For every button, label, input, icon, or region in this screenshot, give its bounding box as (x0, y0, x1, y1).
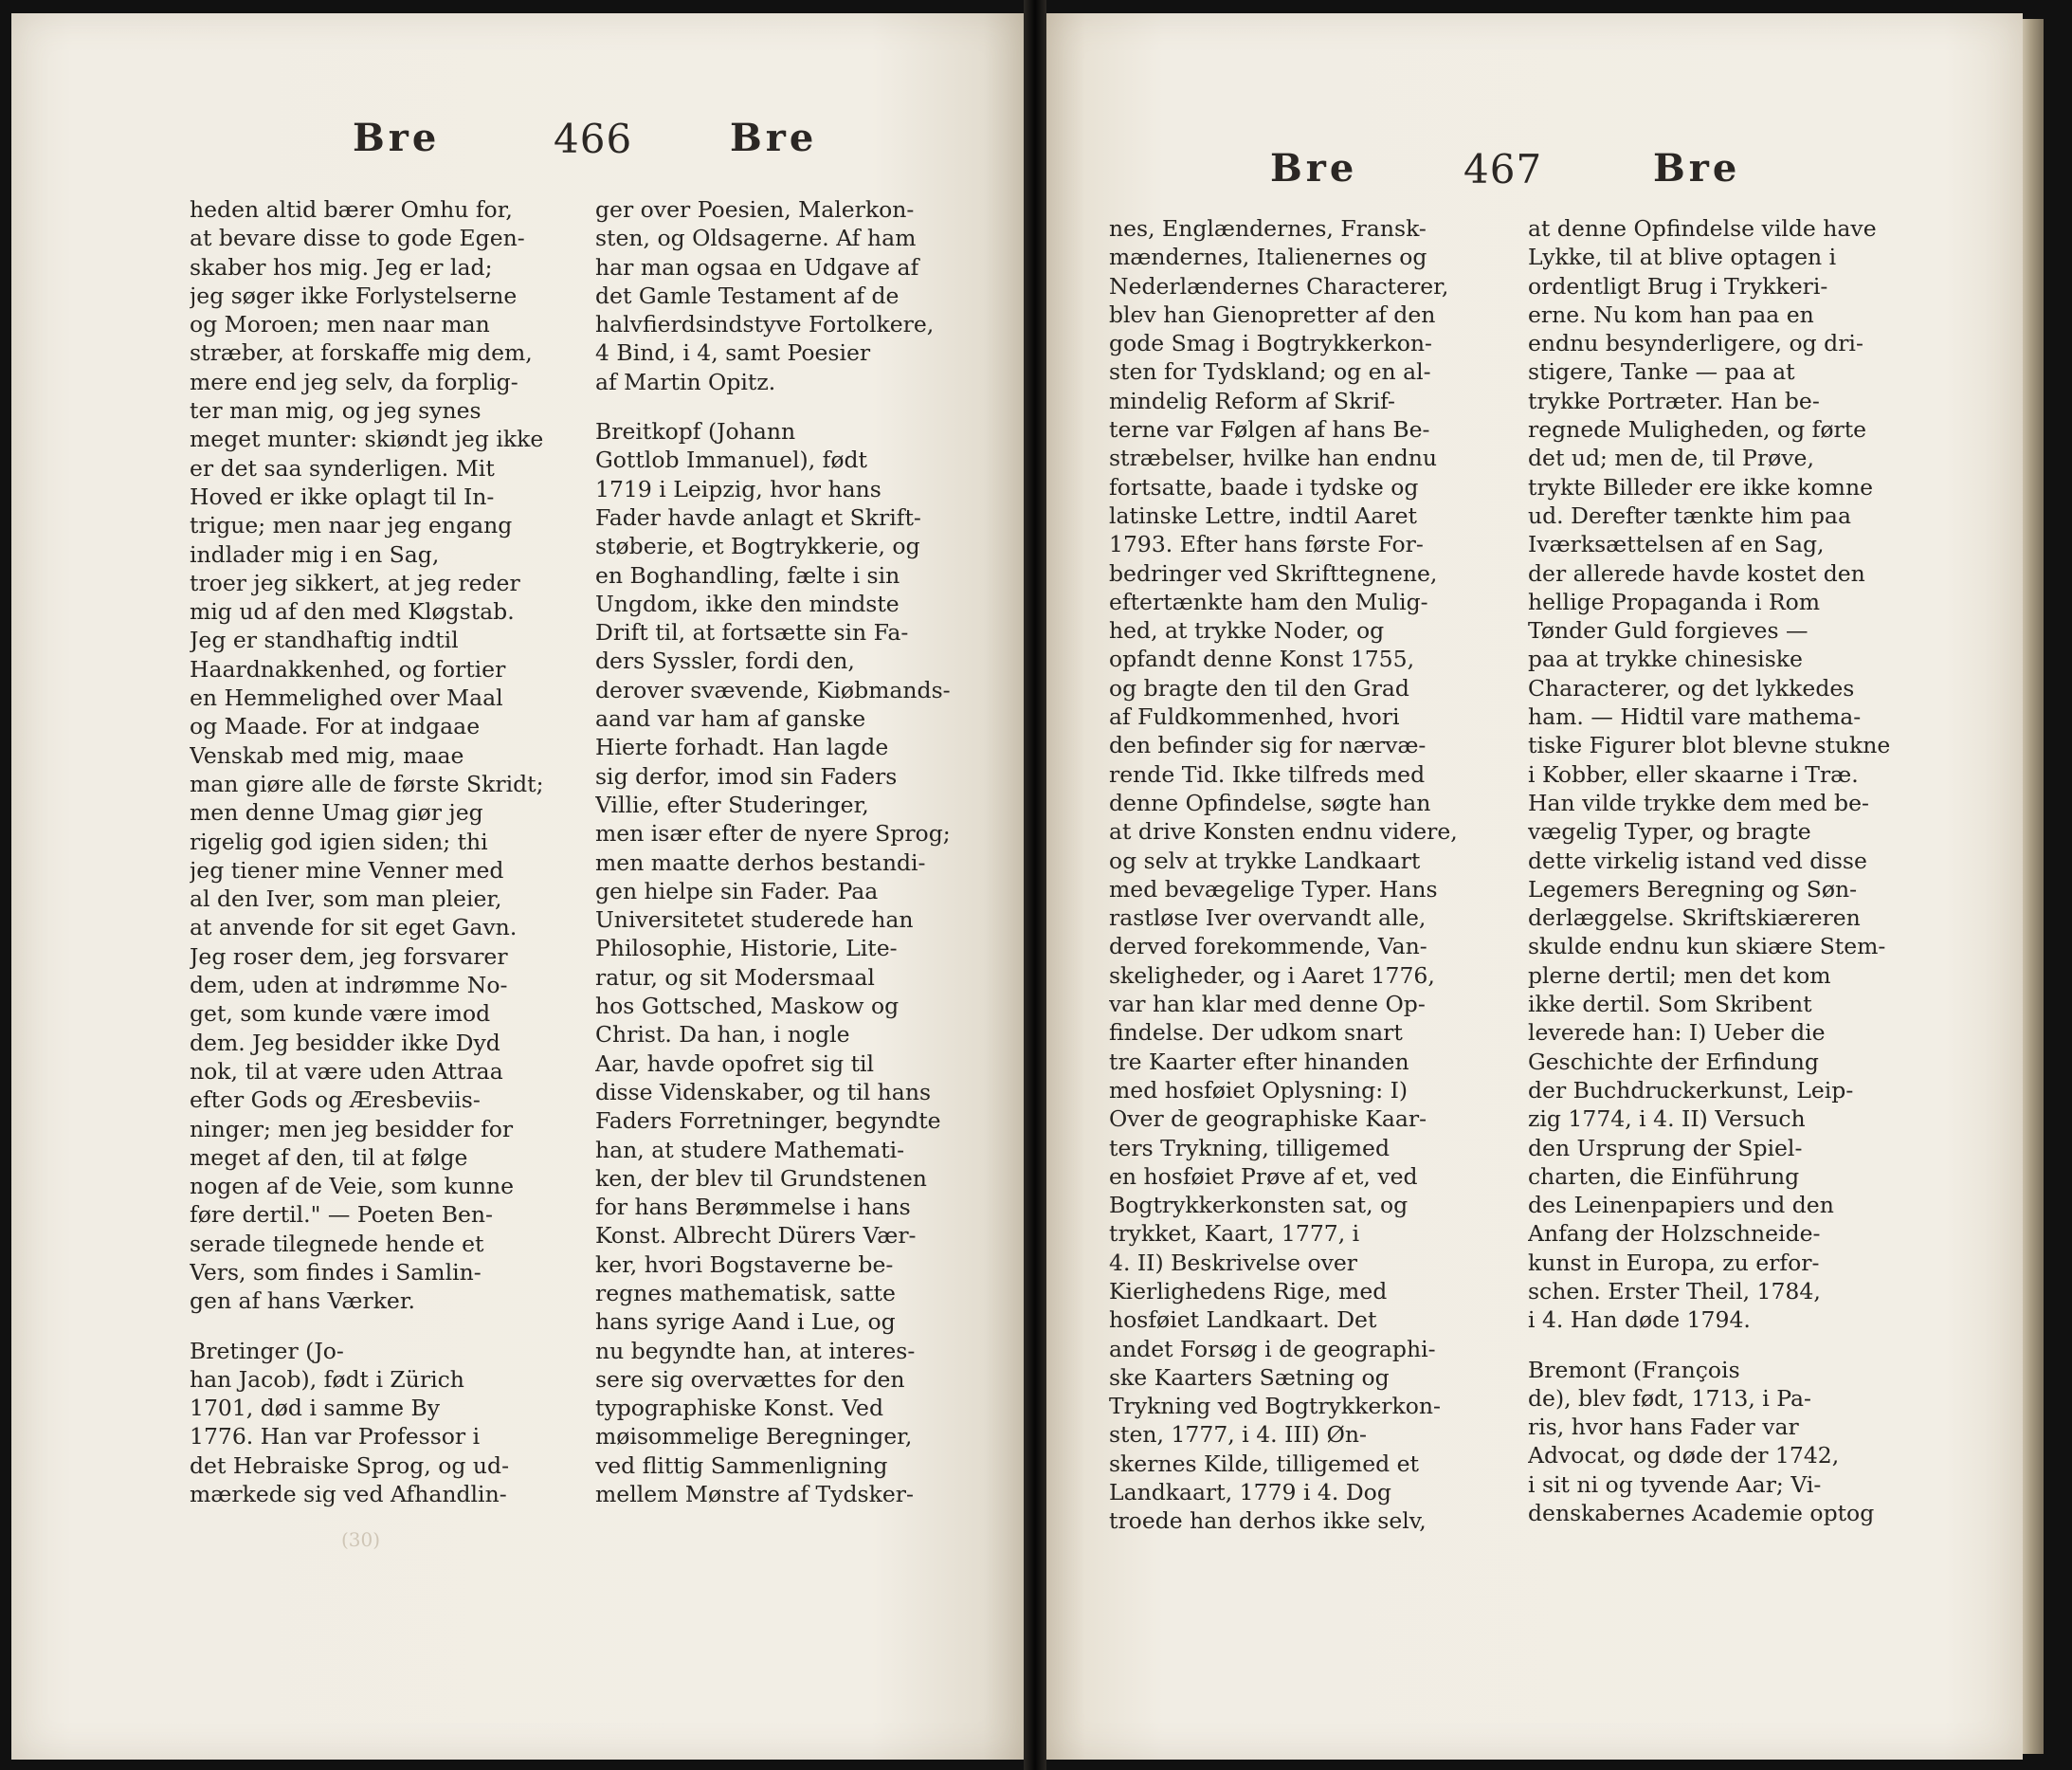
text-line: mindelig Reform af Skrif- (1109, 387, 1395, 414)
left-running-head-right: Bre (730, 116, 818, 160)
left-running-head-left: Bre (353, 116, 441, 160)
text-line: Konst. Albrecht Dürers Vær- (595, 1222, 917, 1250)
text-line: der Buchdruckerkunst, Leip- (1528, 1076, 1854, 1104)
text-line: bedringer ved Skrifttegnene, (1109, 559, 1438, 587)
text-line: i Kobber, eller skaarne i Træ. (1528, 760, 1859, 788)
text-line: Fader havde anlagt et Skrift- (595, 503, 921, 531)
right-col2-text (1528, 214, 1907, 1335)
text-line: er det saa synderligen. Mit (190, 454, 495, 482)
text-line: det Gamle Testament af de (595, 282, 900, 309)
book-gutter (1024, 0, 1046, 1770)
text-line: Breitkopf (Johann (595, 418, 796, 446)
text-line: findelse. Der udkom snart (1109, 1019, 1403, 1047)
text-line: Gottlob Immanuel), født (595, 447, 867, 474)
right-column-2 (1528, 214, 1907, 1527)
footer-signature-mark: (30) (341, 1528, 381, 1551)
text-line: Over de geographiske Kaar- (1109, 1105, 1427, 1133)
text-line: men maatte derhos bestandi- (595, 849, 926, 876)
text-line: Nederlændernes Characterer, (1109, 272, 1449, 300)
text-line: Aar, havde opofret sig til (595, 1049, 875, 1077)
text-line: skulde endnu kun skiære Stem- (1528, 933, 1886, 960)
text-line: men denne Umag giør jeg (190, 799, 483, 827)
text-line: den befinder sig for nærvæ- (1109, 732, 1427, 759)
right-running-head-left: Bre (1270, 146, 1358, 191)
left-col2-text (595, 195, 974, 396)
text-line: gode Smag i Bogtrykkerkon- (1109, 330, 1433, 357)
text-line: at drive Konsten endnu videre, (1109, 818, 1458, 846)
text-line: de), blev født, 1713, i Pa- (1528, 1384, 1811, 1412)
text-line: Legemers Beregning og Søn- (1528, 875, 1858, 903)
text-line: terne var Følgen af hans Be- (1109, 416, 1430, 444)
text-line: med hosføiet Oplysning: I) (1109, 1076, 1409, 1104)
text-line: en Boghandling, fælte i sin (595, 561, 900, 589)
text-line: derover svævende, Kiøbmands- (595, 676, 951, 703)
text-line: hed, at trykke Noder, og (1109, 617, 1385, 645)
text-line: af Fuldkommenhed, hvori (1109, 703, 1400, 731)
text-line: dem. Jeg besidder ikke Dyd (190, 1029, 500, 1056)
text-line: sten for Tydskland; og en al- (1109, 358, 1431, 386)
text-line: Trykning ved Bogtrykkerkon- (1109, 1393, 1441, 1420)
text-line: latinske Lettre, indtil Aaret (1109, 502, 1417, 529)
left-col1-text (190, 195, 578, 1316)
text-line: føre dertil." — Poeten Ben- (190, 1201, 493, 1229)
text-line: endnu besynderligere, og dri- (1528, 330, 1863, 357)
text-line: stræber, at forskaffe mig dem, (190, 339, 533, 367)
text-line: ninger; men jeg besidder for (190, 1115, 514, 1142)
text-line: aand var ham af ganske (595, 705, 866, 733)
text-line: derlæggelse. Skriftskiæreren (1528, 904, 1861, 932)
text-line: en hosføiet Prøve af et, ved (1109, 1162, 1418, 1190)
text-line: erne. Nu kom han paa en (1528, 301, 1814, 328)
text-line: 4. II) Beskrivelse over (1109, 1249, 1358, 1276)
text-line: tiske Figurer blot blevne stukne (1528, 732, 1891, 759)
text-line: med bevægelige Typer. Hans (1109, 875, 1438, 903)
text-line: vægelig Typer, og bragte (1528, 818, 1811, 846)
text-line: 1776. Han var Professor i (190, 1423, 481, 1451)
text-line: rigelig god igien siden; thi (190, 828, 488, 855)
text-line: at bevare disse to gode Egen- (190, 225, 525, 252)
entry-bremont (1528, 1356, 1907, 1528)
text-line: og bragte den til den Grad (1109, 674, 1409, 702)
text-line: og Moroen; men naar man (190, 311, 490, 338)
text-line: skernes Kilde, tilligemed et (1109, 1450, 1420, 1477)
text-line: heden altid bærer Omhu for, (190, 196, 513, 223)
text-line: det Hebraiske Sprog, og ud- (190, 1451, 510, 1479)
text-line: Landkaart, 1779 i 4. Dog (1109, 1479, 1391, 1506)
text-line: Jeg er standhaftig indtil (190, 627, 459, 654)
text-line: Bremont (François (1528, 1356, 1740, 1383)
text-line: har man ogsaa en Udgave af (595, 253, 919, 281)
text-line: sten, og Oldsagerne. Af ham (595, 225, 917, 252)
text-line: troede han derhos ikke selv, (1109, 1507, 1427, 1535)
text-line: des Leinenpapiers und den (1528, 1192, 1834, 1219)
text-line: meget munter: skiøndt jeg ikke (190, 426, 544, 453)
text-line: charten, die Einführung (1528, 1162, 1800, 1190)
text-line: ved flittig Sammenligning (595, 1451, 888, 1479)
left-column-2 (595, 195, 974, 1508)
text-line: i 4. Han døde 1794. (1528, 1306, 1751, 1334)
text-line: ske Kaarters Sætning og (1109, 1363, 1390, 1391)
text-line: troer jeg sikkert, at jeg reder (190, 569, 520, 596)
text-line: nu begyndte han, at interes- (595, 1337, 916, 1364)
text-line: ter man mig, og jeg synes (190, 397, 482, 425)
text-line: meget af den, til at følge (190, 1143, 468, 1171)
text-line: hos Gottsched, Maskow og (595, 993, 900, 1020)
text-line: trigue; men naar jeg engang (190, 512, 513, 539)
text-line: ken, der blev til Grundstenen (595, 1164, 927, 1192)
text-line: tre Kaarter efter hinanden (1109, 1048, 1409, 1075)
text-line: mellem Mønstre af Tydsker- (595, 1481, 914, 1508)
text-line: jeg søger ikke Forlystelserne (190, 282, 518, 309)
text-line: denne Opfindelse, søgte han (1109, 789, 1431, 816)
text-line: det ud; men de, til Prøve, (1528, 445, 1814, 472)
right-running-head-right: Bre (1653, 146, 1741, 191)
text-line: Lykke, til at blive optagen i (1528, 244, 1837, 271)
right-col1-text (1109, 214, 1488, 1536)
text-line: disse Videnskaber, og til hans (595, 1078, 932, 1105)
text-line: Philosophie, Historie, Lite- (595, 935, 898, 962)
text-line: kunst in Europa, zu erfor- (1528, 1249, 1820, 1276)
text-line: sten, 1777, i 4. III) Øn- (1109, 1421, 1367, 1449)
text-line: ham. — Hidtil vare mathema- (1528, 703, 1862, 731)
text-line: opfandt denne Konst 1755, (1109, 646, 1415, 673)
page-edge (2023, 19, 2044, 1754)
text-line: han Jacob), født i Zürich (190, 1365, 464, 1393)
text-line: regnes mathematisk, satte (595, 1279, 896, 1306)
text-line: Christ. Da han, i nogle (595, 1021, 850, 1049)
text-line: ud. Derefter tænkte him paa (1528, 502, 1851, 529)
text-line: Villie, efter Studeringer, (595, 791, 869, 818)
text-line: Iværksættelsen af en Sag, (1528, 531, 1825, 558)
text-line: dette virkelig istand ved disse (1528, 847, 1867, 874)
text-line: ters Trykning, tilligemed (1109, 1134, 1390, 1161)
left-column-1 (190, 195, 578, 1508)
text-line: Advocat, og døde der 1742, (1528, 1442, 1840, 1469)
text-line: Venskab med mig, maae (190, 741, 464, 769)
text-line: trykte Billeder ere ikke komne (1528, 473, 1873, 501)
text-line: schen. Erster Theil, 1784, (1528, 1277, 1821, 1305)
text-line: stigere, Tanke — paa at (1528, 358, 1795, 386)
text-line: Han vilde trykke dem med be- (1528, 789, 1869, 816)
text-line: mærkede sig ved Afhandlin- (190, 1481, 507, 1508)
text-line: zig 1774, i 4. II) Versuch (1528, 1105, 1806, 1133)
text-line: at anvende for sit eget Gavn. (190, 914, 518, 941)
text-line: nogen af de Veie, som kunne (190, 1173, 515, 1200)
text-line: stræbelser, hvilke han endnu (1109, 445, 1438, 472)
text-line: møisommelige Beregninger, (595, 1423, 913, 1451)
text-line: Kierlighedens Rige, med (1109, 1277, 1388, 1305)
text-line: efter Gods og Æresbeviis- (190, 1086, 481, 1114)
text-line: sere sig overvættes for den (595, 1365, 905, 1393)
text-line: mere end jeg selv, da forplig- (190, 368, 518, 395)
text-line: en Hemmelighed over Maal (190, 684, 503, 712)
text-line: Bretinger (Jo- (190, 1337, 344, 1364)
text-line: man giøre alle de første Skridt; (190, 770, 544, 797)
text-line: Faders Forretninger, begyndte (595, 1107, 941, 1135)
text-line: men især efter de nyere Sprog; (595, 820, 951, 848)
text-line: hans syrige Aand i Lue, og (595, 1308, 896, 1336)
text-line: nok, til at være uden Attraa (190, 1057, 503, 1085)
text-line: dem, uden at indrømme No- (190, 972, 508, 999)
text-line: ger over Poesien, Malerkon- (595, 196, 915, 223)
text-line: regnede Muligheden, og førte (1528, 416, 1867, 444)
text-line: for hans Berømmelse i hans (595, 1194, 911, 1221)
text-line: Hoved er ikke oplagt til In- (190, 483, 495, 510)
text-line: at denne Opfindelse vilde have (1528, 215, 1877, 242)
text-line: Tønder Guld forgieves — (1528, 617, 1808, 645)
text-line: fortsatte, baade i tydske og (1109, 473, 1419, 501)
text-line: al den Iver, som man pleier, (190, 885, 502, 913)
text-line: andet Forsøg i de geographi- (1109, 1335, 1436, 1362)
text-line: og selv at trykke Landkaart (1109, 847, 1421, 874)
text-line: sig derfor, imod sin Faders (595, 762, 898, 790)
text-line: 1719 i Leipzig, hvor hans (595, 475, 882, 502)
text-line: Hierte forhadt. Han lagde (595, 734, 889, 761)
text-line: den Ursprung der Spiel- (1528, 1134, 1803, 1161)
text-line: serade tilegnede hende et (190, 1230, 484, 1257)
right-page-number: 467 (1463, 146, 1543, 192)
text-line: hellige Propaganda i Rom (1528, 588, 1821, 615)
text-line: Geschichte der Erfindung (1528, 1048, 1819, 1075)
text-line: ders Syssler, fordi den, (595, 648, 855, 675)
text-line: gen af hans Værker. (190, 1287, 415, 1315)
text-line: eftertænkte ham den Mulig- (1109, 588, 1428, 615)
text-line: derved forekommende, Van- (1109, 933, 1427, 960)
text-line: 4 Bind, i 4, samt Poesier (595, 339, 871, 367)
text-line: paa at trykke chinesiske (1528, 646, 1803, 673)
text-line: i sit ni og tyvende Aar; Vi- (1528, 1470, 1822, 1498)
right-column-1 (1109, 214, 1488, 1536)
text-line: trykke Portræter. Han be- (1528, 387, 1820, 414)
text-line: ratur, og sit Modersmaal (595, 963, 875, 991)
text-line: trykket, Kaart, 1777, i (1109, 1220, 1360, 1248)
text-line: Characterer, og det lykkedes (1528, 674, 1855, 702)
text-line: ris, hvor hans Fader var (1528, 1414, 1799, 1441)
text-line: Jeg roser dem, jeg forsvarer (190, 942, 508, 970)
entry-breitkopf (595, 417, 974, 1508)
text-line: mændernes, Italienernes og (1109, 244, 1427, 271)
text-line: halvfierdsindstyve Fortolkere, (595, 311, 935, 338)
text-line: skaber hos mig. Jeg er lad; (190, 253, 493, 281)
text-line: 1793. Efter hans første For- (1109, 531, 1424, 558)
text-line: blev han Gienopretter af den (1109, 301, 1436, 328)
text-line: Haardnakkenhed, og fortier (190, 655, 506, 683)
text-line: ordentligt Brug i Trykkeri- (1528, 272, 1828, 300)
text-line: hosføiet Landkaart. Det (1109, 1306, 1377, 1334)
text-line: Universitetet studerede han (595, 906, 914, 934)
text-line: Ungdom, ikke den mindste (595, 590, 900, 617)
text-line: 1701, død i samme By (190, 1395, 440, 1422)
entry-bretinger (190, 1337, 578, 1509)
text-line: støberie, et Bogtrykkerie, og (595, 533, 920, 560)
text-line: typographiske Konst. Ved (595, 1395, 883, 1422)
text-line: Drift til, at fortsætte sin Fa- (595, 619, 909, 647)
text-line: ikke dertil. Som Skribent (1528, 991, 1812, 1018)
text-line: Anfang der Holzschneide- (1528, 1220, 1821, 1248)
text-line: Vers, som findes i Samlin- (190, 1258, 482, 1286)
text-line: indlader mig i en Sag, (190, 540, 440, 568)
left-page-number: 466 (554, 116, 633, 162)
text-line: leverede han: I) Ueber die (1528, 1019, 1826, 1047)
text-line: og Maade. For at indgaae (190, 713, 481, 740)
text-line: ker, hvori Bogstaverne be- (595, 1250, 894, 1278)
text-line: plerne dertil; men det kom (1528, 961, 1831, 989)
text-line: rende Tid. Ikke tilfreds med (1109, 760, 1426, 788)
text-line: nes, Englændernes, Fransk- (1109, 215, 1427, 242)
text-line: af Martin Opitz. (595, 368, 776, 395)
text-line: jeg tiener mine Venner med (190, 856, 504, 884)
text-line: rastløse Iver overvandt alle, (1109, 904, 1427, 932)
text-line: han, at studere Mathemati- (595, 1136, 905, 1163)
text-line: denskabernes Academie optog (1528, 1500, 1875, 1527)
text-line: gen hielpe sin Fader. Paa (595, 877, 879, 904)
text-line: get, som kunde være imod (190, 1000, 491, 1028)
text-line: var han klar med denne Op- (1109, 991, 1426, 1018)
text-line: mig ud af den med Kløgstab. (190, 598, 515, 626)
text-line: skeligheder, og i Aaret 1776, (1109, 961, 1435, 989)
text-line: Bogtrykkerkonsten sat, og (1109, 1192, 1409, 1219)
text-line: der allerede havde kostet den (1528, 559, 1865, 587)
